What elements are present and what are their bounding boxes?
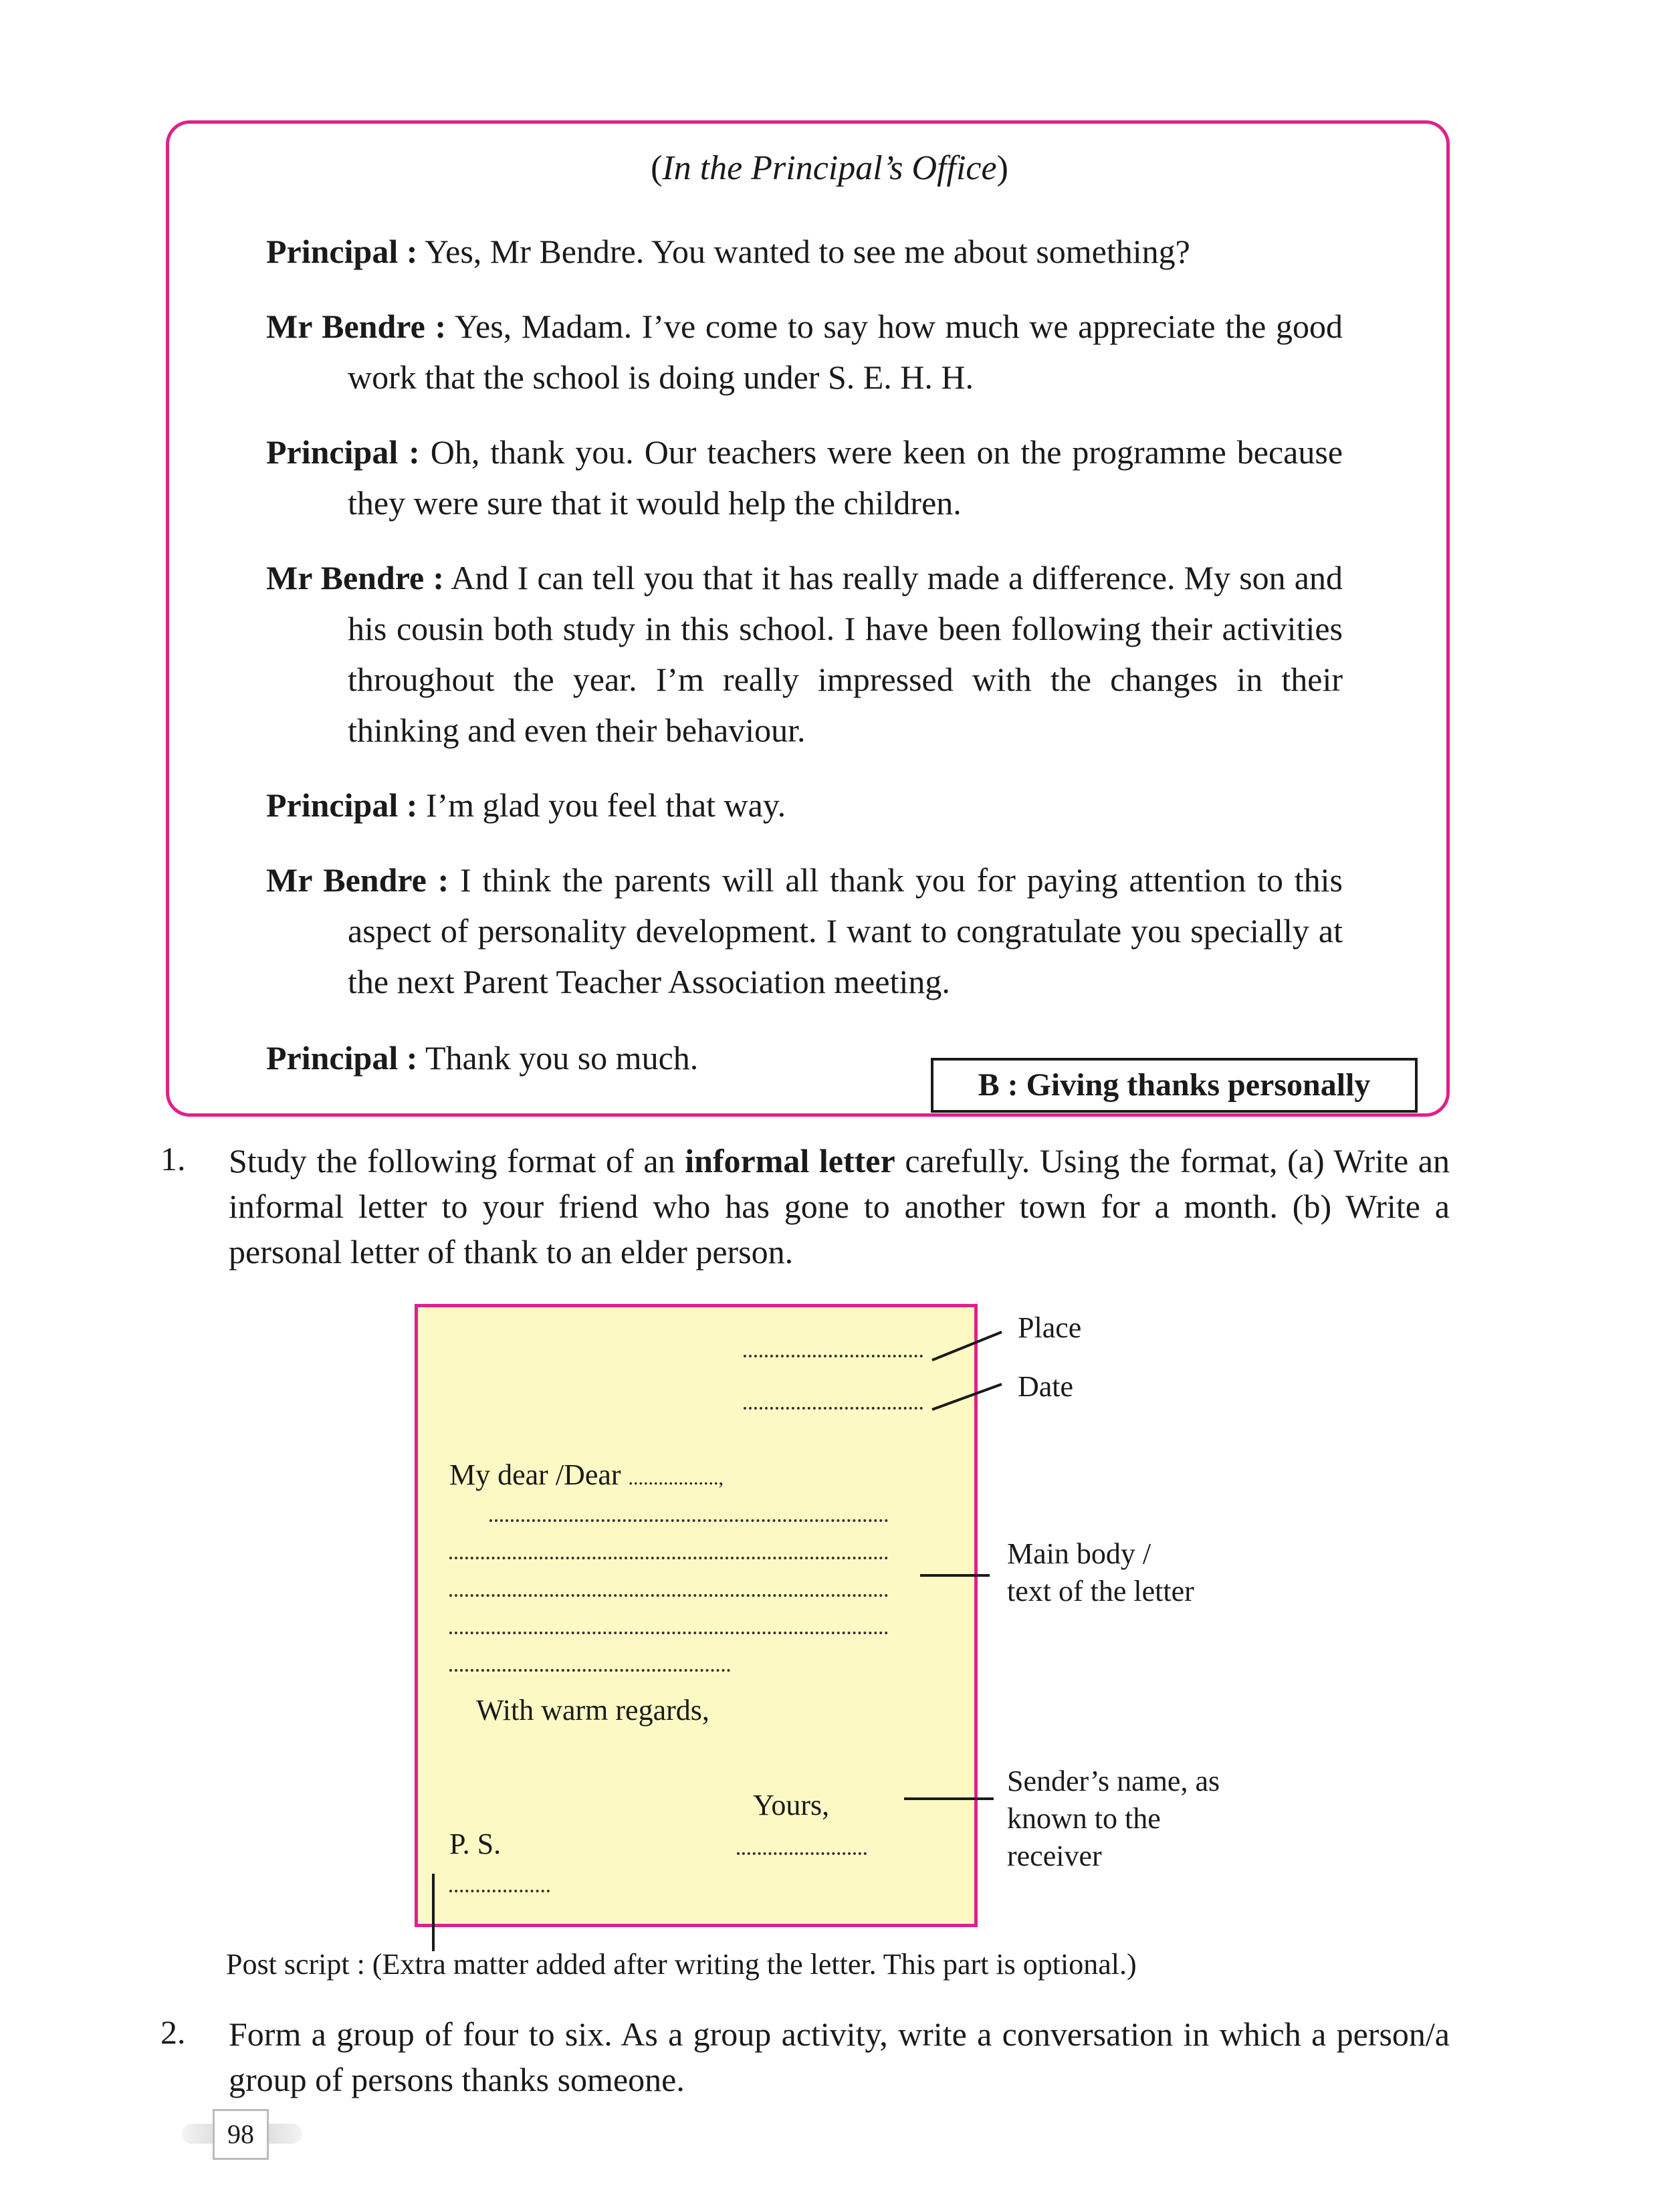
speech-text: I think the parents will all thank you for paying attention to this aspect of personality development. I want to congratulate you specially at the next Parent Teacher Association meeting. bbox=[348, 861, 1343, 1000]
speech-text: I’m glad you feel that way. bbox=[425, 786, 786, 824]
speech-text: And I can tell you that it has really made a difference. My son and his cousin both study in this school. I have been following their activities throughout the year. I’m really impressed with the changes in their thinking and even their behaviour. bbox=[348, 559, 1343, 749]
speaker-label: Mr Bendre : bbox=[266, 308, 447, 345]
question-text-bold: informal letter bbox=[685, 1142, 895, 1180]
question-text: Form a group of four to six. As a group activity, write a conversation in which a person/a group of persons thanks someone. bbox=[229, 2015, 1450, 2098]
speech-text: Oh, thank you. Our teachers were keen on the programme because they were sure that it would help the children. bbox=[348, 433, 1343, 522]
closing: With warm regards, bbox=[476, 1694, 709, 1727]
speech-text: Yes, Madam. I’ve come to say how much we appreciate the good work that the school is doing under S. E. H. H. bbox=[348, 308, 1343, 396]
speech-text: Yes, Mr Bendre. You wanted to see me about something? bbox=[425, 233, 1190, 270]
yours: Yours, bbox=[753, 1789, 830, 1821]
scene-heading-text: In the Principal’s Office bbox=[662, 149, 997, 187]
place-connector bbox=[932, 1332, 1002, 1360]
main-body-label: Main body / text of the letter bbox=[1007, 1537, 1194, 1608]
speaker-label: Mr Bendre : bbox=[266, 559, 444, 596]
postscript-note: Post script : (Extra matter added after writing the letter. This part is optional.) bbox=[226, 1948, 1137, 1981]
question-text-part: Study the following format of an bbox=[229, 1142, 685, 1180]
place-label: Place bbox=[1018, 1311, 1082, 1344]
speaker-label: Principal : bbox=[266, 233, 418, 270]
question-number: 2. bbox=[160, 2013, 186, 2051]
ps-label: P. S. bbox=[449, 1828, 502, 1860]
speaker-label: Principal : bbox=[266, 433, 420, 471]
speaker-label: Principal : bbox=[266, 1039, 418, 1077]
salutation-text: My dear /Dear bbox=[449, 1458, 621, 1491]
section-tag: B : Giving thanks personally bbox=[931, 1058, 1418, 1113]
date-connector bbox=[932, 1384, 1002, 1410]
scene-heading: (In the Principal’s Office) bbox=[651, 149, 1008, 187]
sender-label: Sender’s name, as known to the receiver bbox=[1007, 1765, 1220, 1872]
question-number: 1. bbox=[160, 1140, 186, 1178]
question-text-part: carefully. Using the format, (a) Write an informal letter to your friend who has gone to another town for a month. (b) Write a personal letter of thank to an elder person. bbox=[229, 1142, 1450, 1270]
date-label: Date bbox=[1018, 1370, 1074, 1403]
speech-text: Thank you so much. bbox=[425, 1039, 699, 1077]
page-number: 98 bbox=[213, 2109, 269, 2160]
speaker-label: Mr Bendre : bbox=[266, 861, 449, 899]
speaker-label: Principal : bbox=[266, 786, 418, 824]
salutation-dots: .................., bbox=[628, 1467, 724, 1489]
